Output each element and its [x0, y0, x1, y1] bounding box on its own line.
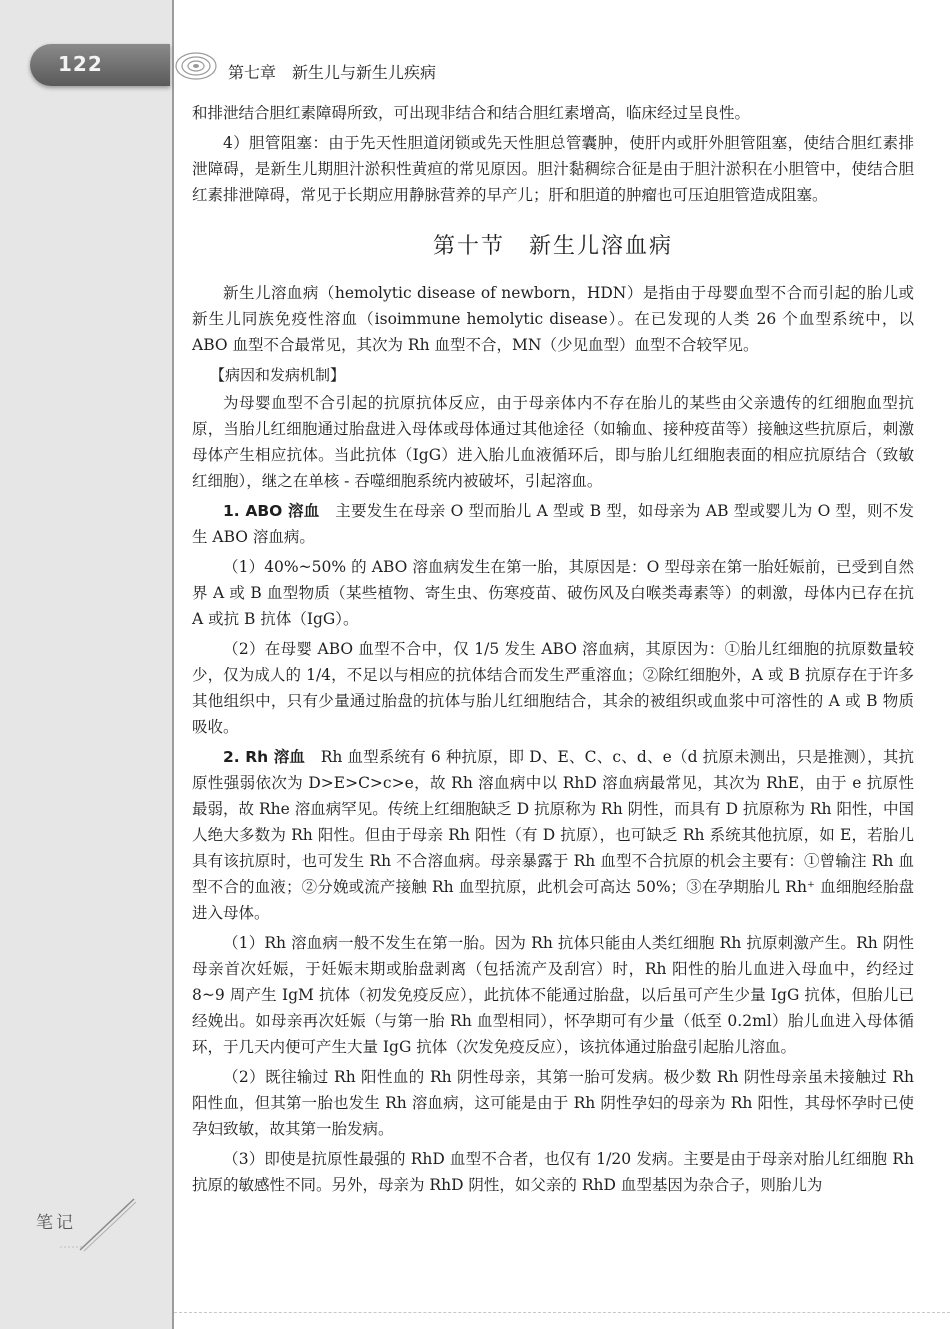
paragraph-rh-hemolysis: [192, 744, 914, 926]
bottom-divider: [174, 1312, 950, 1314]
rh-text: Rh 血型系统有 6 种抗原，即 D、E、C、c、d、e（d 抗原未测出，只是推测），其抗原性强弱依次为 D>E>C>c>e，故 Rh 溶血病中以 RhD 溶血病最常见，其次为 RhE，由于 e 抗原性最弱，故 Rhe 溶血病罕见。传统上红细胞缺乏 D 抗原称为 Rh 阴性，而具有 D 抗原称为 Rh 阳性，中国人绝大多数为 Rh 阳性。但由于母亲 Rh 阳性（有 D 抗原），也可缺乏 Rh 系统其他抗原，如 E，若胎儿具有该抗原时，也可发生 Rh 不合溶血病。母亲暴露于 Rh 血型不合抗原的机会主要有：①曾输注 Rh 血型不合的血液；②分娩或流产接触 Rh 血型抗原，此机会可高达 50%；③在孕期胎儿 Rh⁺ 血细胞经胎盘进入母体。: [192, 748, 914, 922]
paragraph-mechanism: 为母婴血型不合引起的抗原抗体反应，由于母亲体内不存在胎儿的某些由父亲遗传的红细胞血型抗原，当胎儿红细胞通过胎盘进入母体或母体通过其他途径（如输血、接种疫苗等）接触这些抗原后，刺激母体产生相应抗体。当此抗体（IgG）进入胎儿血液循环后，即与胎儿红细胞表面的相应抗原结合（致敏红细胞），继之在单核 - 吞噬细胞系统内被破坏，引起溶血。: [192, 394, 914, 490]
paragraph-continued: 和排泄结合胆红素障碍所致，可出现非结合和结合胆红素增高，临床经过呈良性。: [192, 104, 751, 122]
abo-heading: 1. ABO 溶血: [223, 502, 320, 520]
notes-label: 笔记: [36, 1213, 76, 1233]
paragraph-definition: 新生儿溶血病（hemolytic disease of newborn，HDN）是指由于母婴血型不合而引起的胎儿或新生儿同族免疫性溶血（isoimmune hemolytic disease）。在已发现的人类 26 个血型系统中，以 ABO 血型不合最常见，其次为 Rh 血型不合，MN（少见血型）血型不合较罕见。: [192, 284, 914, 354]
chapter-header: 第七章 新生儿与新生儿疾病: [228, 63, 437, 82]
paragraph-abo-item-1: （1）40%~50% 的 ABO 溶血病发生在第一胎，其原因是：O 型母亲在第一胎妊娠前，已受到自然界 A 或 B 血型物质（某些植物、寄生虫、伤寒疫苗、破伤风及白喉类毒素等）的刺激，母体内已存在抗 A 或抗 B 抗体（IgG）。: [192, 558, 914, 628]
page-body: [192, 100, 914, 1202]
paragraph-rh-item-2: （2）既往输过 Rh 阳性血的 Rh 阴性母亲，其第一胎可发病。极少数 Rh 阴性母亲虽未接触过 Rh 阳性血，但其第一胎也发生 Rh 溶血病，这可能是由于 Rh 阴性孕妇的母亲为 Rh 阳性，其母怀孕时已使孕妇致敏，故其第一胎发病。: [192, 1068, 914, 1138]
page-number: 122: [58, 52, 103, 76]
paragraph-rh-item-1: （1）Rh 溶血病一般不发生在第一胎。因为 Rh 抗体只能由人类红细胞 Rh 抗原刺激产生。Rh 阴性母亲首次妊娠，于妊娠末期或胎盘剥离（包括流产及刮宫）时，Rh 阳性的胎儿血进入母血中，约经过 8~9 周产生 IgM 抗体（初发免疫反应），此抗体不能通过胎盘，以后虽可产生少量 IgG 抗体，但胎儿已经娩出。如母亲再次妊娠（与第一胎 Rh 血型相同），怀孕期可有少量（低至 0.2ml）胎儿血进入母体循环，于几天内便可产生大量 IgG 抗体（次发免疫反应），该抗体通过胎盘引起胎儿溶血。: [192, 934, 914, 1056]
swirl-ornament-icon: [172, 46, 222, 86]
margin-divider: [172, 0, 174, 1329]
rh-heading: 2. Rh 溶血: [223, 748, 306, 766]
abo-text: 主要发生在母亲 O 型而胎儿 A 型或 B 型，如母亲为 AB 型或婴儿为 O 型，则不发生 ABO 溶血病。: [192, 502, 914, 546]
section-title: 第十节 新生儿溶血病: [432, 234, 673, 259]
paragraph-abo-hemolysis: [192, 498, 914, 550]
notes-margin: [0, 0, 172, 1329]
paragraph-biliary-obstruction: 4）胆管阻塞：由于先天性胆道闭锁或先天性胆总管囊肿，使肝内或肝外胆管阻塞，使结合胆红素排泄障碍，是新生儿期胆汁淤积性黄疸的常见原因。胆汁黏稠综合征是由于胆汁淤积在小胆管中，使结合胆红素排泄障碍，常见于长期应用静脉营养的早产儿；肝和胆道的肿瘤也可压迫胆管造成阻塞。: [192, 134, 914, 204]
paragraph-rh-item-3: （3）即使是抗原性最强的 RhD 血型不合者，也仅有 1/20 发病。主要是由于母亲对胎儿红细胞 Rh 抗原的敏感性不同。另外，母亲为 RhD 阴性，如父亲的 RhD 血型基因为杂合子，则胎儿为: [192, 1150, 914, 1194]
subheading-etiology: 【病因和发病机制】: [210, 366, 346, 384]
paragraph-abo-item-2: （2）在母婴 ABO 血型不合中，仅 1/5 发生 ABO 溶血病，其原因为：①胎儿红细胞的抗原数量较少，仅为成人的 1/4，不足以与相应的抗体结合而发生严重溶血；②除红细胞外，A 或 B 抗原存在于许多其他组织中，只有少量通过胎盘的抗体与胎儿红细胞结合，其余的被组织或血浆中可溶性的 A 或 B 物质吸收。: [192, 640, 914, 736]
pen-icon: [60, 1195, 140, 1255]
